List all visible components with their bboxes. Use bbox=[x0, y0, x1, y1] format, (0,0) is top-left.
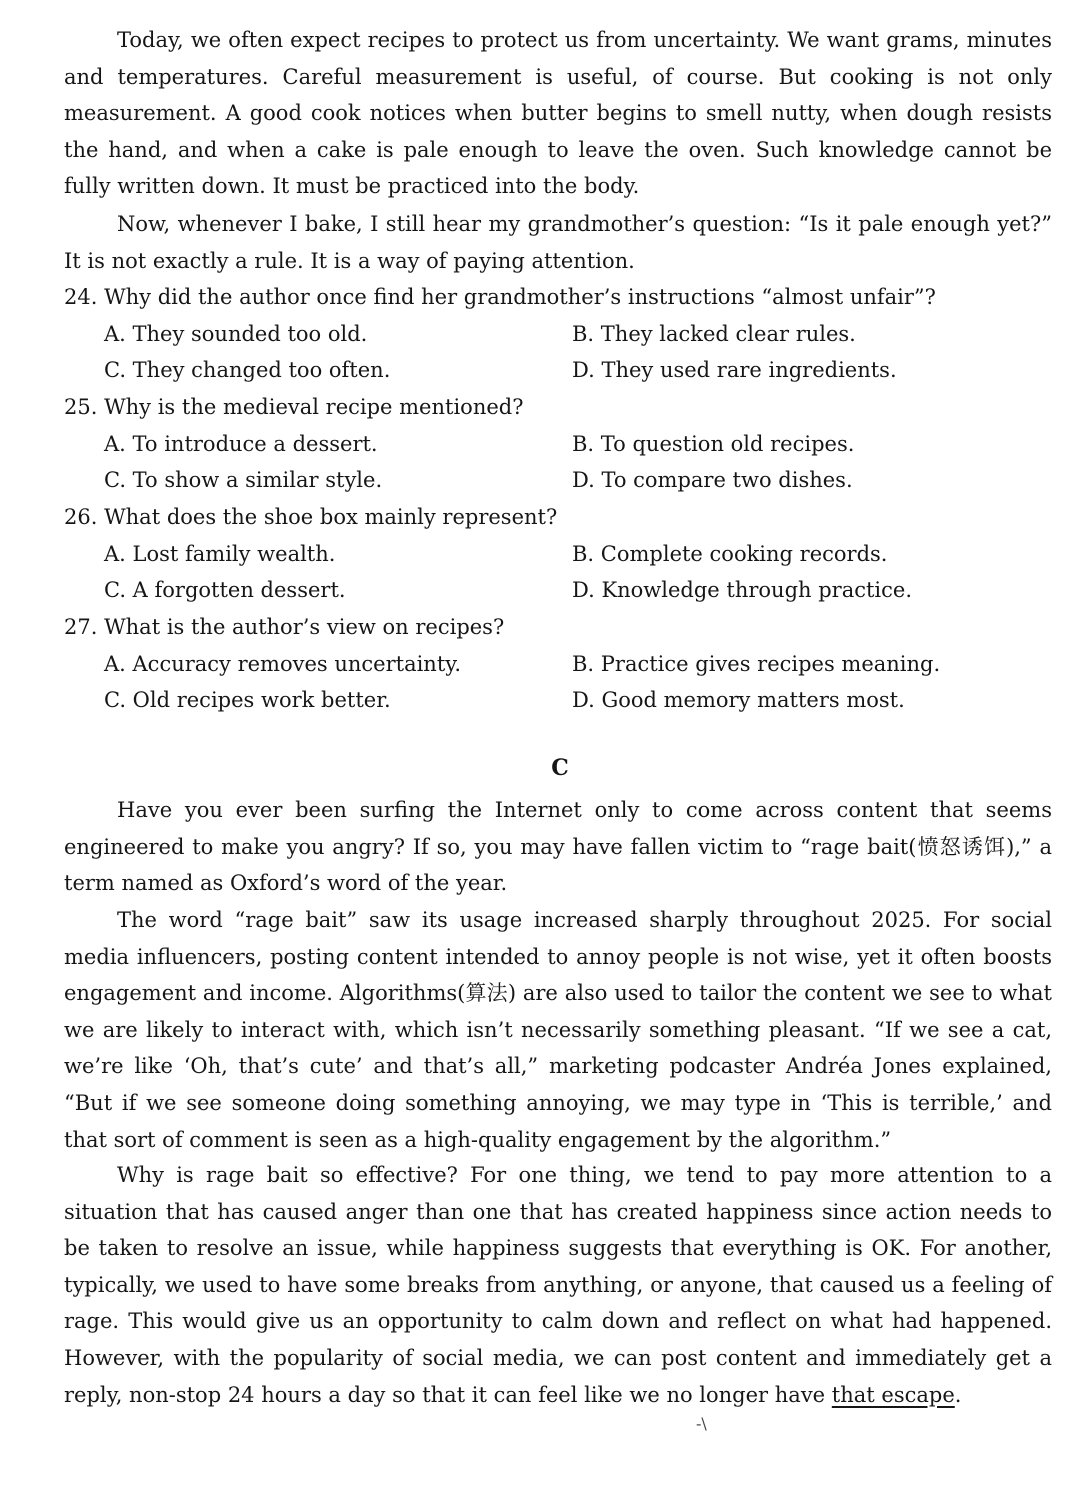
option-26-d[interactable]: D. Knowledge through practice. bbox=[572, 578, 912, 602]
section-c-heading: C bbox=[551, 755, 569, 781]
option-26-c[interactable]: C. A forgotten dessert. bbox=[104, 578, 346, 602]
option-27-c[interactable]: C. Old recipes work better. bbox=[104, 688, 391, 712]
passage-c-paragraph-1: Have you ever been surfing the Internet only to come across content that seems engineered to make you angry? If so, you may have fallen victim to “rage bait(愤怒诱饵),” a term named as Oxford’s word of the year. bbox=[64, 798, 1052, 896]
passage-b-paragraph-2: Now, whenever I bake, I still hear my grandmother’s question: “Is it pale enough yet?” It is not exactly a rule. It is a way of paying attention. bbox=[64, 212, 1052, 273]
paragraph-3-end: . bbox=[954, 1382, 962, 1407]
paragraph-3-main-text: Why is rage bait so effective? For one thing, we tend to pay more attention to a situation that has caused anger than one that has created happiness since action needs to be taken to resolve an issue, while happiness suggests that everything is OK. For another, typically, we used to have some breaks from anything, or anyone, that caused us a feeling of rage. This would give us an opportunity to calm down and reflect on what had happened. However, with the popularity of social media, we can post content and immediately get a reply, non-stop 24 hours a day so that it can feel like we no longer have bbox=[64, 1163, 1052, 1407]
question-26-stem: 26. What does the shoe box mainly represent? bbox=[64, 505, 558, 529]
option-27-b[interactable]: B. Practice gives recipes meaning. bbox=[572, 652, 941, 676]
option-25-a[interactable]: A. To introduce a dessert. bbox=[104, 432, 378, 456]
underlined-phrase: that escape bbox=[831, 1382, 955, 1407]
question-27-stem: 27. What is the author’s view on recipes? bbox=[64, 615, 505, 639]
option-25-b[interactable]: B. To question old recipes. bbox=[572, 432, 855, 456]
option-25-c[interactable]: C. To show a similar style. bbox=[104, 468, 383, 492]
option-26-a[interactable]: A. Lost family wealth. bbox=[104, 542, 336, 566]
page-mark: -\ bbox=[696, 1414, 707, 1433]
question-25-stem: 25. Why is the medieval recipe mentioned? bbox=[64, 395, 524, 419]
question-24-stem: 24. Why did the author once find her grandmother’s instructions “almost unfair”? bbox=[64, 285, 936, 309]
passage-b-paragraph-1: Today, we often expect recipes to protect us from uncertainty. We want grams, minutes and temperatures. Careful measurement is useful, of course. But cooking is not only measurement. A good cook notices when butter begins to smell nutty, when dough resists the hand, and when a cake is pale enough to leave the oven. Such knowledge cannot be fully written down. It must be practiced into the body. bbox=[64, 28, 1052, 199]
passage-c-paragraph-2: The word “rage bait” saw its usage increased sharply throughout 2025. For social media influencers, posting content intended to annoy people is not wise, yet it often boosts engagement and income. Algorithms(算法) are also used to tailor the content we see to what we are likely to interact with, which isn’t necessarily something pleasant. “If we see a cat, we’re like ‘Oh, that’s cute’ and that’s all,” marketing podcaster Andréa Jones explained, “But if we see someone doing something annoying, we may type in ‘This is terrible,’ and that sort of comment is seen as a high-quality engagement by the algorithm.” bbox=[64, 908, 1052, 1152]
option-25-d[interactable]: D. To compare two dishes. bbox=[572, 468, 853, 492]
option-24-b[interactable]: B. They lacked clear rules. bbox=[572, 322, 856, 346]
option-27-a[interactable]: A. Accuracy removes uncertainty. bbox=[104, 652, 462, 676]
option-24-a[interactable]: A. They sounded too old. bbox=[104, 322, 368, 346]
option-27-d[interactable]: D. Good memory matters most. bbox=[572, 688, 905, 712]
option-26-b[interactable]: B. Complete cooking records. bbox=[572, 542, 888, 566]
option-24-d[interactable]: D. They used rare ingredients. bbox=[572, 358, 897, 382]
option-24-c[interactable]: C. They changed too often. bbox=[104, 358, 391, 382]
passage-c-paragraph-3 bbox=[64, 1157, 1052, 1413]
